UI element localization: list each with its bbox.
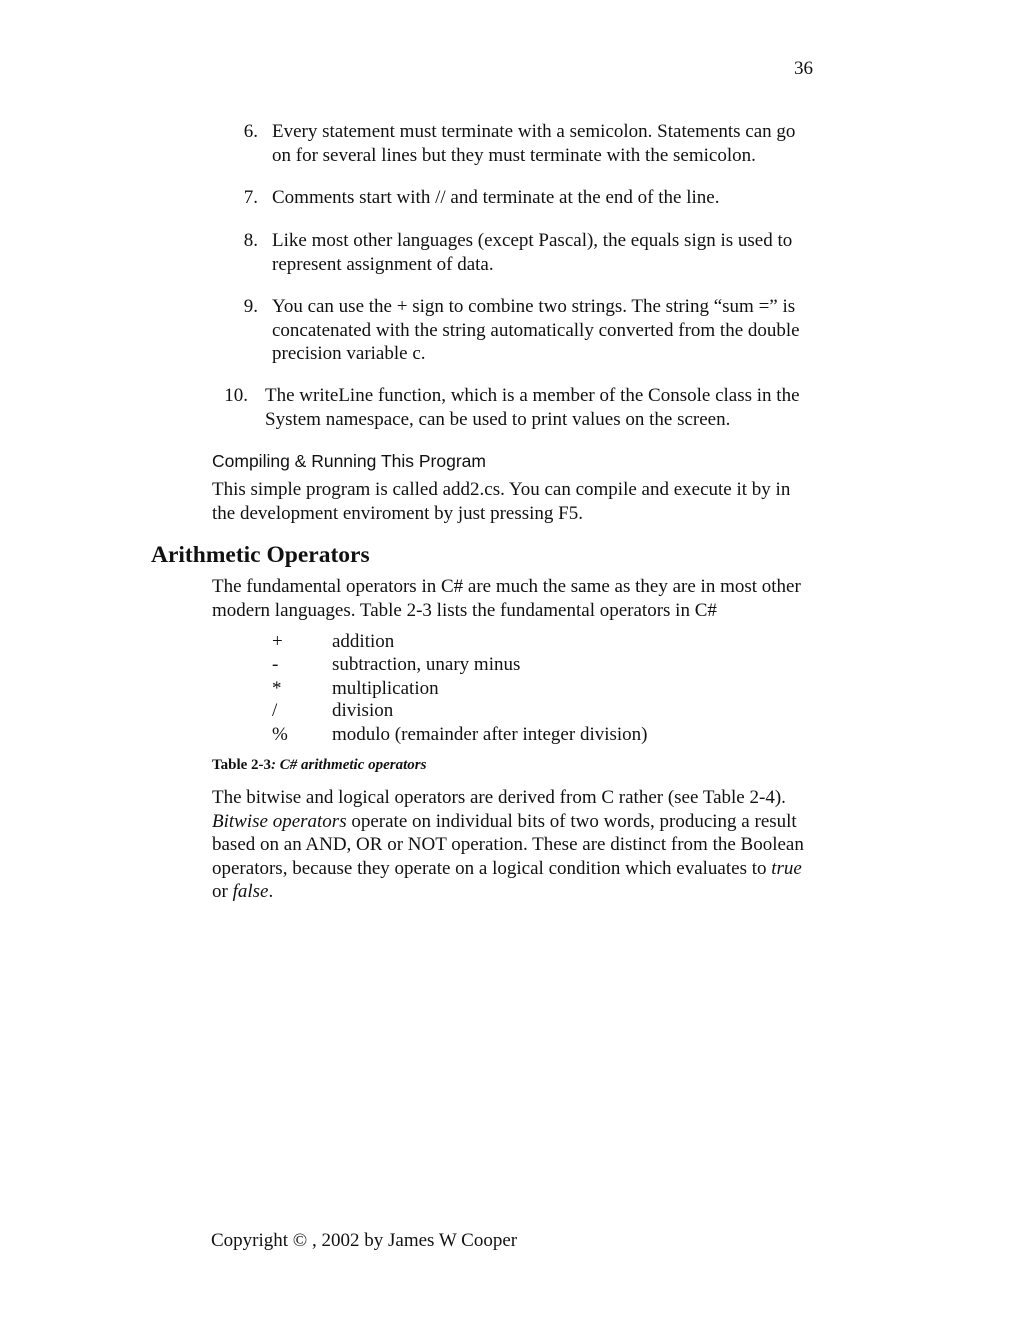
table-caption-label: Table 2-3 [212,757,272,773]
table-caption [212,757,426,774]
list-item-number: 7. [243,187,258,208]
operator-description: subtraction, unary minus [332,654,521,675]
operator-symbol: / [272,700,278,721]
bitwise-emphasis: Bitwise operators [212,810,347,832]
bitwise-text: or [212,881,233,902]
list-item-text: Comments start with // and terminate at the end of the line. [272,187,720,208]
footer-copyright: Copyright © , 2002 by James W Cooper [211,1230,518,1251]
true-emphasis: true [771,857,802,879]
operator-symbol: % [272,724,288,745]
operator-symbol: + [272,631,283,652]
bitwise-text: operate on individual bits of two words, producing a result based on an AND, OR or NOT operation. These are distinct from the Boolean operators, because they operate on a logical condition which evaluates to [212,810,804,879]
operator-description: division [332,700,394,721]
list-item-text: You can use the + sign to combine two strings. The string “sum =” is concatenated with the string automatically converted from the double precision variable c. [272,296,800,364]
list-item-number: 6. [243,121,258,142]
list-item-number: 10. [224,385,248,406]
list-item-number: 8. [243,230,258,251]
subsection-heading: Compiling & Running This Program [212,451,486,471]
bitwise-paragraph [212,786,812,904]
operator-description: addition [332,631,395,652]
operator-symbol: * [272,678,282,699]
false-emphasis: false [232,881,269,902]
list-item-text: The writeLine function, which is a member of the Console class in the System namespace, can be used to print values on the screen. [265,385,800,430]
list-item-number: 9. [243,296,258,317]
operator-symbol: - [272,654,279,675]
page-number: 36 [794,58,813,79]
operator-description: modulo (remainder after integer division) [332,724,648,745]
compiling-paragraph: This simple program is called add2.cs. You can compile and execute it by in the development enviroment by just pressing F5. [212,479,791,524]
bitwise-text: . [268,881,274,902]
section-heading: Arithmetic Operators [151,542,370,568]
bitwise-text: The bitwise and logical operators are derived from C rather (see Table 2-4). [212,787,786,808]
list-item-text: Like most other languages (except Pascal), the equals sign is used to represent assignment of data. [272,230,793,275]
list-item-text: Every statement must terminate with a semicolon. Statements can go on for several lines but they must terminate with the semicolon. [272,121,796,166]
table-caption-text: : C# arithmetic operators [271,757,427,773]
operator-description: multiplication [332,678,439,699]
intro-paragraph: The fundamental operators in C# are much the same as they are in most other modern languages. Table 2-3 lists the fundamental operators in C# [212,576,801,621]
